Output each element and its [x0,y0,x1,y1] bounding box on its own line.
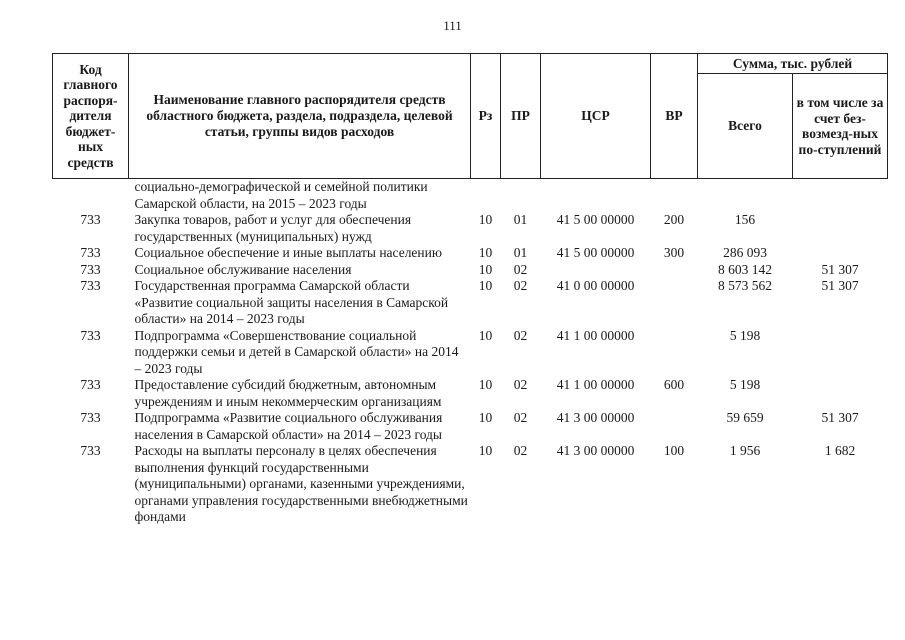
cell-name: Социальное обслуживание населения [134,261,352,277]
header-code: Код главного распоря-дителя бюджет-ных средств [53,54,129,179]
cell-vr: 300 [663,245,685,260]
budget-table [52,53,888,526]
table-row [53,245,888,262]
cell-name: Расходы на выплаты персоналу в целях обеспечения выполнения функций государственными (муниципальными) органами, казенными учреждениями, органами управления государственными внебюджетными фондами [134,443,468,524]
cell-code: 733 [80,278,101,293]
header-sum-group: Сумма, тыс. рублей [698,54,888,74]
cell-name: Предоставление субсидий бюджетным, автономным учреждениям и иным некоммерческим организациям [134,377,442,409]
cell-incl: 51 307 [821,261,859,277]
cell-vr [651,278,698,328]
table-body [53,179,888,526]
cell-rz: 10 [478,377,493,392]
cell-csr [541,262,651,279]
cell-csr: 41 1 00 00000 [556,327,635,343]
cell-total: 59 659 [726,410,764,425]
cell-rz: 10 [478,245,493,260]
cell-total: 5 198 [729,327,761,343]
cell-rz: 10 [478,212,493,227]
cell-vr: 600 [663,377,685,392]
table-row [53,212,888,245]
cell-vr: 100 [663,443,685,458]
cell-code: 733 [80,327,101,343]
cell-rz [471,179,501,213]
cell-code: 733 [80,443,101,458]
cell-incl: 51 307 [821,278,859,293]
cell-pr: 01 [513,245,528,260]
cell-total [698,179,793,213]
cell-code: 733 [80,212,101,227]
cell-csr: 41 3 00 00000 [556,443,635,458]
cell-pr [501,179,541,213]
cell-incl [793,245,888,262]
cell-incl: 1 682 [824,443,856,458]
cell-code: 733 [80,261,101,277]
cell-rz: 10 [478,443,493,458]
header-vr: ВР [651,54,698,179]
cell-pr: 02 [513,327,528,343]
cell-pr: 02 [513,410,528,425]
cell-pr: 02 [513,377,528,392]
cell-total: 1 956 [729,443,761,458]
cell-csr: 41 1 00 00000 [556,377,635,392]
cell-total: 286 093 [723,245,767,260]
cell-total: 5 198 [729,377,761,392]
cell-rz: 10 [478,327,493,343]
cell-incl [793,328,888,378]
cell-name: Закупка товаров, работ и услуг для обеспечения государственных (муниципальных) нужд [134,212,412,244]
cell-code: 733 [80,245,101,260]
cell-pr: 02 [513,443,528,458]
page-number: 111 [443,18,462,33]
cell-pr: 02 [513,261,528,277]
cell-code: 733 [80,410,101,425]
cell-vr [651,410,698,443]
table-row [53,377,888,410]
header-csr: ЦСР [541,54,651,179]
cell-rz: 10 [478,410,493,425]
cell-code [53,179,129,213]
cell-pr: 02 [513,278,528,293]
cell-vr [651,328,698,378]
cell-incl [793,377,888,410]
header-incl: в том числе за счет без-возмезд-ных по-ступлений [793,74,888,179]
cell-csr: 41 3 00 00000 [556,410,635,425]
cell-total: 8 603 142 [718,261,772,277]
cell-incl [793,179,888,213]
table-row [53,278,888,328]
cell-vr [651,179,698,213]
header-total: Всего [698,74,793,179]
cell-name: социально-демографической и семейной политики Самарской области, на 2015 – 2023 годы [134,179,428,211]
cell-pr: 01 [513,212,528,227]
cell-csr: 41 0 00 00000 [556,278,635,293]
cell-total: 8 573 562 [718,278,772,293]
cell-name: Подпрограмма «Совершенствование социальной поддержки семьи и детей в Самарской области» на 2014 – 2023 годы [134,327,459,376]
cell-vr [651,262,698,279]
table-header [53,54,888,179]
cell-csr: 41 5 00 00000 [556,245,635,260]
cell-rz: 10 [478,261,493,277]
cell-name: Подпрограмма «Развитие социального обслуживания населения в Самарской области» на 2014 – 2023 годы [134,410,443,442]
header-pr: ПР [501,54,541,179]
cell-csr: 41 5 00 00000 [556,212,635,227]
cell-incl: 51 307 [821,410,859,425]
table-row [53,328,888,378]
cell-csr [541,179,651,213]
table-row [53,179,888,213]
cell-total: 156 [734,212,756,227]
cell-incl [793,212,888,245]
cell-rz: 10 [478,278,493,293]
header-rz: Рз [471,54,501,179]
cell-vr: 200 [663,212,685,227]
cell-code: 733 [80,377,101,392]
cell-name: Социальное обеспечение и иные выплаты населению [134,245,442,260]
table-row [53,443,888,526]
cell-name: Государственная программа Самарской области «Развитие социальной защиты населения в Самарской области» на 2014 – 2023 годы [134,278,449,326]
table-row [53,262,888,279]
header-name: Наименование главного распорядителя средств областного бюджета, раздела, подраздела, целевой статьи, группы видов расходов [129,54,471,179]
table-row [53,410,888,443]
